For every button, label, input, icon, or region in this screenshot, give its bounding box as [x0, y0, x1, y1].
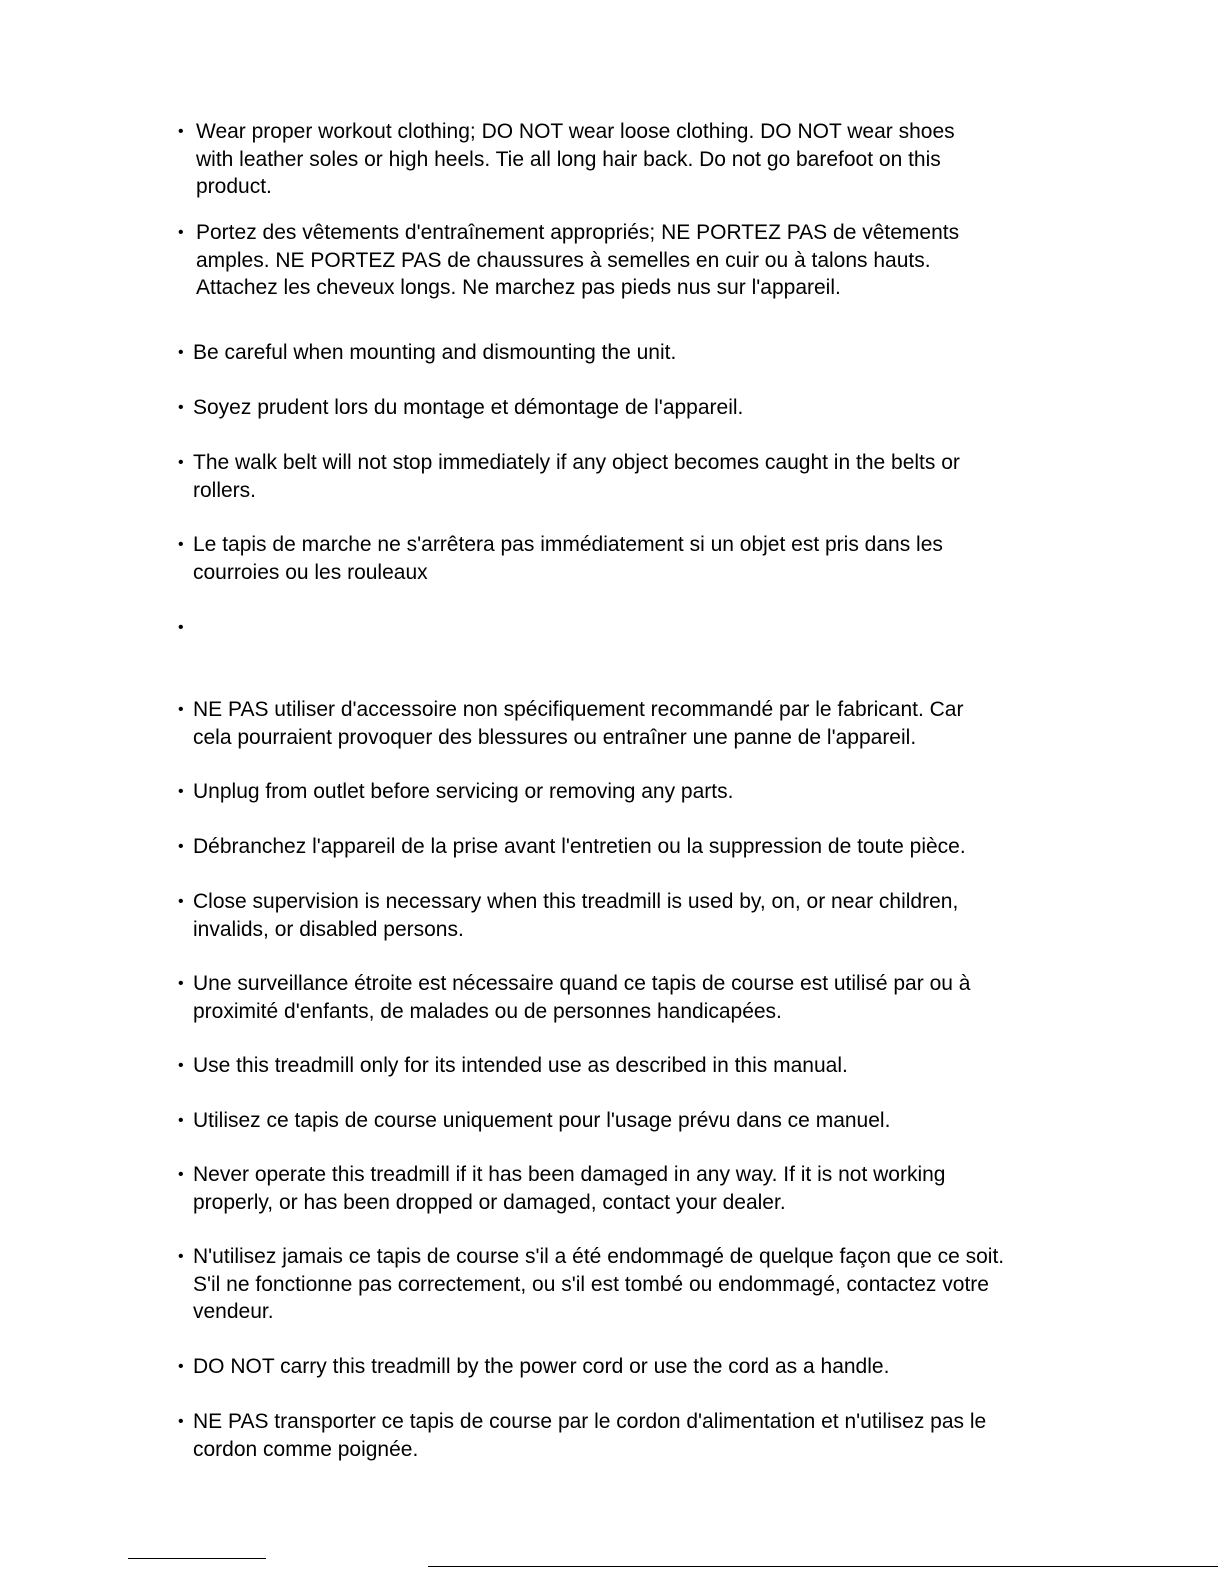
safety-item-text: Use this treadmill only for its intended use as described in this manual. [193, 1054, 848, 1077]
bullet-icon: • [178, 1112, 184, 1129]
safety-item-text: N'utilisez jamais ce tapis de course s'il a été endommagé de quelque façon que ce soit. S'il ne fonctionne pas correctement, ou s'il est tombé ou endommagé, contactez votre vendeur. [193, 1245, 1005, 1323]
bullet-icon: • [178, 838, 184, 855]
bullet-icon: • [178, 893, 184, 910]
safety-item-text: The walk belt will not stop immediately if any object becomes caught in the belts or rollers. [193, 451, 960, 502]
safety-item-text: Close supervision is necessary when this treadmill is used by, on, or near children, invalids, or disabled persons. [193, 890, 959, 941]
safety-item-text: NE PAS utiliser d'accessoire non spécifiquement recommandé par le fabricant. Car cela pourraient provoquer des blessures ou entraîner une panne de l'appareil. [193, 698, 964, 749]
safety-item [178, 833, 1078, 861]
safety-item-text: Never operate this treadmill if it has been damaged in any way. If it is not working properly, or has been dropped or damaged, contact your dealer. [193, 1163, 946, 1214]
safety-item-text: Débranchez l'appareil de la prise avant l'entretien ou la suppression de toute pièce. [193, 835, 966, 858]
bullet-icon: • [178, 1413, 184, 1430]
safety-item [178, 449, 1078, 504]
safety-item [178, 219, 1078, 302]
safety-item [178, 118, 1078, 201]
safety-item-text: Unplug from outlet before servicing or removing any parts. [193, 780, 734, 803]
footer-rule-left [128, 1558, 266, 1559]
bullet-icon: • [178, 1166, 184, 1183]
bullet-icon: • [178, 399, 184, 416]
safety-item [178, 1052, 1078, 1080]
footer-rule-right [428, 1566, 1218, 1567]
safety-item-text: NE PAS transporter ce tapis de course par le cordon d'alimentation et n'utilisez pas le cordon comme poignée. [193, 1410, 987, 1461]
bullet-icon: • [178, 344, 184, 361]
bullet-icon: • [178, 1248, 184, 1265]
bullet-icon: • [178, 783, 184, 800]
safety-item-text: Une surveillance étroite est nécessaire quand ce tapis de course est utilisé par ou à proximité d'enfants, de malades ou de personnes handicapées. [193, 972, 971, 1023]
bullet-icon: • [178, 454, 184, 471]
bullet-icon: • [178, 975, 184, 992]
safety-item [178, 339, 1078, 367]
bullet-icon: • [178, 224, 184, 241]
safety-item-text: Soyez prudent lors du montage et démontage de l'appareil. [193, 396, 744, 419]
safety-item [178, 531, 1078, 586]
safety-item [178, 1243, 1078, 1326]
safety-item [178, 778, 1078, 806]
safety-item-text: Wear proper workout clothing; DO NOT wear loose clothing. DO NOT wear shoes with leather soles or high heels. Tie all long hair back. Do not go barefoot on this product. [196, 120, 955, 198]
safety-item [178, 888, 1078, 943]
safety-item-text: Portez des vêtements d'entraînement appropriés; NE PORTEZ PAS de vêtements amples. NE PORTEZ PAS de chaussures à semelles en cuir ou à talons hauts. Attachez les cheveux longs. Ne marchez pas pieds nus sur l'appareil. [196, 221, 960, 299]
safety-item [178, 394, 1078, 422]
safety-item-text: Utilisez ce tapis de course uniquement pour l'usage prévu dans ce manuel. [193, 1109, 891, 1132]
safety-item-text: Le tapis de marche ne s'arrêtera pas immédiatement si un objet est pris dans les courroies ou les rouleaux [193, 533, 943, 584]
safety-item [178, 1408, 1078, 1463]
bullet-icon: • [178, 1057, 184, 1074]
bullet-icon: • [178, 619, 184, 636]
safety-item [178, 1353, 1078, 1381]
bullet-icon: • [178, 123, 184, 140]
bullet-icon: • [178, 701, 184, 718]
bullet-icon: • [178, 1358, 184, 1375]
safety-item [178, 970, 1078, 1025]
safety-item-text: DO NOT carry this treadmill by the power cord or use the cord as a handle. [193, 1355, 890, 1378]
safety-item [178, 1161, 1078, 1216]
safety-item [178, 696, 1078, 751]
safety-item [178, 1107, 1078, 1135]
safety-item-text: Be careful when mounting and dismounting the unit. [193, 341, 677, 364]
bullet-icon: • [178, 536, 184, 553]
